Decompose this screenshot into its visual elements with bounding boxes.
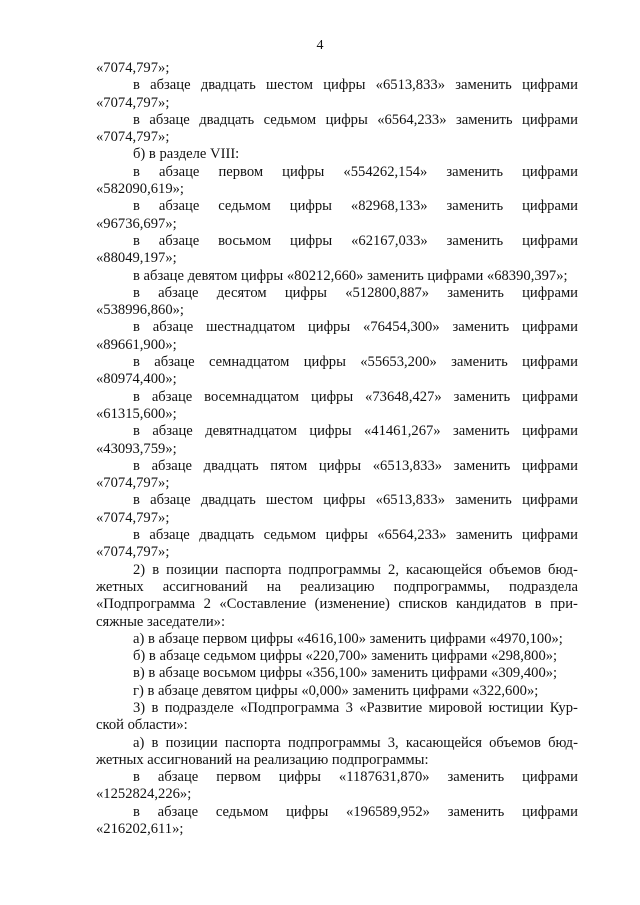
word: в (133, 163, 140, 180)
word: «196589,952» (346, 803, 430, 820)
word: цифры (318, 457, 362, 474)
word: подпрограммы (288, 734, 381, 751)
text-line (96, 700, 578, 717)
word: абзаце (157, 769, 199, 786)
word: заменить (447, 284, 504, 301)
word: «6513,833» (375, 77, 445, 94)
text-line: жетных ассигнований на реализацию подпрограммы: (96, 751, 429, 768)
word: абзаце (158, 284, 199, 301)
text-line (96, 112, 578, 129)
word: касающейся (405, 734, 482, 751)
word: паспорта (224, 734, 281, 751)
word: цифрами (522, 232, 578, 249)
word: шестом (266, 77, 314, 94)
word: цифры (323, 492, 366, 509)
word: подраздела (508, 578, 578, 595)
word: ассигнований (162, 578, 248, 595)
word: позиции (165, 734, 218, 751)
page-number: 4 (316, 38, 324, 53)
word: «41461,267» (363, 423, 441, 440)
word: цифры (282, 163, 325, 180)
word: цифры (309, 423, 352, 440)
text-line (96, 579, 578, 596)
word: в (133, 319, 140, 336)
word: седьмом (263, 527, 317, 544)
text-line: «7074,797»; (96, 475, 170, 492)
text-line: сяжные заседатели»: (96, 613, 226, 630)
word: цифрами (522, 284, 578, 301)
word: седьмом (215, 803, 269, 820)
text-line: «7074,797»; (96, 94, 170, 111)
word: абзаце (158, 163, 200, 180)
text-line: «7074,797»; (96, 129, 170, 146)
text-line: «43093,759»; (96, 440, 177, 457)
text-line (96, 319, 578, 336)
text-line: «80974,400»; (96, 371, 177, 388)
word: бюд- (548, 561, 578, 578)
word: в (151, 699, 159, 716)
word: первом (218, 163, 264, 180)
word: «512800,887» (345, 284, 430, 301)
text-line: «7074,797»; (96, 60, 170, 76)
word: абзаце (158, 198, 200, 215)
word: заменить (453, 457, 511, 474)
word: цифры (286, 803, 329, 820)
word: абзаце (157, 803, 199, 820)
word: в (133, 232, 140, 249)
word: «554262,154» (343, 163, 428, 180)
word: юстиции (488, 699, 544, 716)
word: заменить (446, 232, 504, 249)
word: цифрами (522, 457, 578, 474)
word: «6513,833» (375, 492, 445, 509)
text-line (96, 458, 578, 475)
word: цифрами (522, 111, 578, 128)
word: заменить (455, 77, 512, 94)
word: восьмом (218, 232, 272, 249)
word: цифрами (522, 803, 578, 820)
word: первом (216, 769, 261, 786)
text-line: «88049,197»; (96, 250, 177, 267)
word: цифрами (522, 319, 578, 336)
text-line (96, 804, 578, 821)
word: в (133, 111, 140, 128)
word: при- (550, 596, 578, 613)
word: десятом (216, 284, 267, 301)
word: цифры (325, 527, 368, 544)
word: подпрограммы (288, 561, 381, 578)
word: седьмом (218, 198, 271, 215)
word: седьмом (263, 111, 317, 128)
word: а) (133, 734, 145, 751)
word: девятнадцатом (205, 423, 297, 440)
word: 2 (203, 596, 211, 613)
word: абзаце (149, 111, 190, 128)
word: Кур- (549, 699, 578, 716)
word: шестнадцатом (206, 319, 296, 336)
word: «Развитие (359, 699, 423, 716)
text-line: «216202,611»; (96, 821, 184, 838)
word: в (534, 596, 542, 613)
word: абзаце (151, 457, 192, 474)
word: 2) (133, 561, 146, 578)
word: в (133, 77, 140, 94)
text-line (96, 769, 578, 786)
text-line: «1252824,226»; (96, 786, 192, 803)
text-line (96, 735, 578, 752)
text-line (96, 233, 578, 250)
word: «6564,233» (377, 527, 447, 544)
word: цифрами (522, 163, 578, 180)
text-line (96, 164, 578, 181)
word: подпрограммы, (393, 578, 490, 595)
word: цифрами (522, 354, 578, 371)
text-line: «7074,797»; (96, 509, 170, 526)
word: в (151, 734, 159, 751)
word: «62167,033» (351, 232, 428, 249)
word: цифры (289, 198, 332, 215)
text-line: «89661,900»; (96, 336, 177, 353)
text-line (96, 285, 578, 302)
word: заменить (455, 527, 513, 544)
word: семнадцатом (208, 354, 290, 371)
text-line: а) в абзаце первом цифры «4616,100» заменить цифрами «4970,100»; (133, 630, 563, 647)
word: объемов (489, 561, 541, 578)
word: заменить (447, 803, 505, 820)
word: шестом (266, 492, 314, 509)
text-line: б) в абзаце седьмом цифры «220,700» заменить цифрами «298,800»; (133, 648, 558, 665)
word: цифры (290, 232, 333, 249)
word: паспорта (225, 561, 282, 578)
word: на (266, 578, 282, 595)
word: «6513,833» (372, 457, 443, 474)
word: «1187631,870» (338, 769, 430, 786)
word: восемнадцатом (204, 388, 300, 405)
word: 3, (387, 734, 399, 751)
word: цифрами (522, 492, 578, 509)
word: (изменение) (314, 596, 390, 613)
word: цифры (278, 769, 321, 786)
word: цифрами (522, 527, 578, 544)
text-line (96, 423, 578, 440)
word: в (133, 284, 140, 301)
word: в (133, 457, 140, 474)
word: в (133, 803, 140, 820)
word: 3) (133, 699, 146, 716)
word: в (133, 198, 140, 215)
word: объемов (489, 734, 541, 751)
word: заменить (455, 111, 513, 128)
word: цифрами (522, 769, 578, 786)
word: «Подпрограмма (96, 596, 196, 613)
word: цифры (323, 77, 366, 94)
word: бюд- (548, 734, 578, 751)
word: абзаце (151, 388, 193, 405)
word: абзаце (152, 319, 194, 336)
word: цифры (303, 354, 346, 371)
word: цифры (310, 388, 354, 405)
word: в (133, 492, 140, 509)
word: подразделе (164, 699, 234, 716)
word: жетных (96, 578, 144, 595)
word: 2, (388, 561, 399, 578)
word: двадцать (199, 527, 255, 544)
word: в (133, 527, 140, 544)
word: заменить (455, 492, 512, 509)
word: цифрами (522, 198, 578, 215)
word: мировой (428, 699, 483, 716)
word: в (152, 561, 160, 578)
word: цифры (325, 111, 368, 128)
word: абзаце (150, 492, 191, 509)
word: реализацию (300, 578, 375, 595)
text-line (96, 562, 578, 579)
word: «76454,300» (363, 319, 440, 336)
word: «73648,427» (365, 388, 442, 405)
word: «55653,200» (360, 354, 437, 371)
text-line (96, 198, 578, 215)
text-line: ской области»: (96, 717, 188, 734)
word: двадцать (203, 457, 259, 474)
word: заменить (446, 198, 504, 215)
word: в (133, 423, 140, 440)
word: «Составление (219, 596, 307, 613)
word: заменить (452, 319, 510, 336)
word: «82968,133» (350, 198, 428, 215)
word: заменить (451, 354, 508, 371)
text-line: в) в абзаце восьмом цифры «356,100» заменить цифрами «309,400»; (133, 665, 558, 682)
word: цифрами (522, 388, 578, 405)
word: касающейся (406, 561, 483, 578)
text-line: «538996,860»; (96, 302, 184, 319)
document-body (96, 60, 578, 838)
word: «Подпрограмма (240, 699, 340, 716)
word: абзаце (154, 354, 195, 371)
text-line (96, 596, 578, 613)
word: цифры (307, 319, 351, 336)
word: кандидатов (455, 596, 527, 613)
word: двадцать (200, 492, 256, 509)
word: списков (398, 596, 448, 613)
word: 3 (345, 699, 353, 716)
word: абзаце (152, 423, 193, 440)
text-line: г) в абзаце девятом цифры «0,000» заменить цифрами «322,600»; (133, 682, 539, 699)
text-line: «61315,600»; (96, 405, 177, 422)
text-line: б) в разделе VIII: (133, 146, 240, 163)
text-line: «96736,697»; (96, 215, 177, 232)
word: «6564,233» (377, 111, 447, 128)
word: цифрами (522, 77, 578, 94)
word: цифры (284, 284, 327, 301)
word: заменить (447, 769, 505, 786)
word: двадцать (200, 77, 256, 94)
word: позиции (166, 561, 219, 578)
text-line: в абзаце девятом цифры «80212,660» заменить цифрами «68390,397»; (133, 267, 568, 284)
word: в (133, 769, 140, 786)
text-line (96, 354, 578, 371)
word: абзаце (149, 527, 190, 544)
word: цифрами (522, 423, 578, 440)
text-line (96, 389, 578, 406)
text-line: «582090,619»; (96, 181, 184, 198)
word: пятом (270, 457, 308, 474)
word: в (133, 388, 140, 405)
text-line (96, 492, 578, 509)
text-line (96, 77, 578, 94)
text-line: «7074,797»; (96, 544, 170, 561)
word: двадцать (199, 111, 255, 128)
word: заменить (453, 423, 510, 440)
word: в (133, 354, 140, 371)
text-line (96, 527, 578, 544)
word: заменить (453, 388, 511, 405)
word: заменить (446, 163, 504, 180)
word: абзаце (158, 232, 200, 249)
word: абзаце (150, 77, 191, 94)
